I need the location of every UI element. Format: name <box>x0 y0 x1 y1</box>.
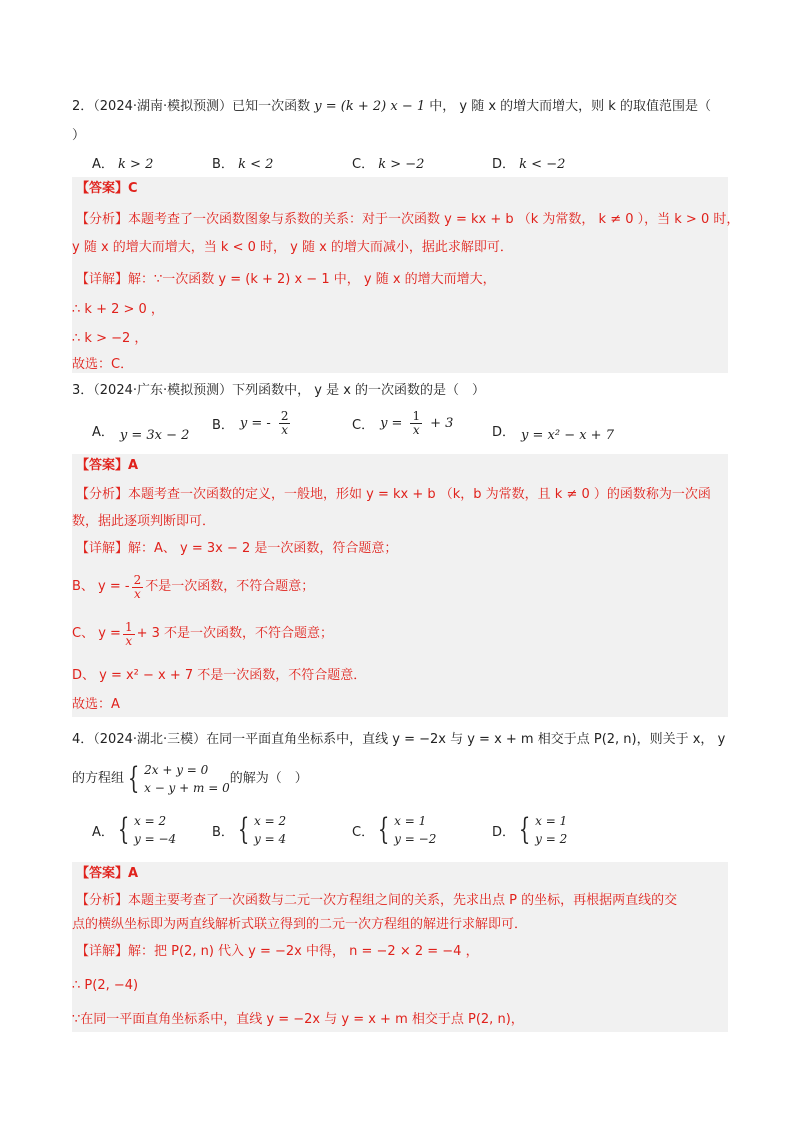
stem-text: 的解为（ ） <box>229 771 308 787</box>
q2-stem <box>72 99 711 115</box>
option-letter: B． <box>212 417 234 433</box>
option-letter: A． <box>92 824 114 840</box>
detail-text: B、 y = - <box>72 579 130 595</box>
brace-icon: { <box>117 812 130 847</box>
q3-option-a <box>92 418 189 443</box>
q2-option-c <box>352 153 424 172</box>
option-letter: D． <box>492 425 516 440</box>
option-letter: C． <box>352 417 375 433</box>
detail-text: + 3 不是一次函数，不符合题意； <box>136 626 334 642</box>
q3-stem: 3．（2024·广东·模拟预测）下列函数中， y 是 x 的一次函数的是（ ） <box>72 383 486 398</box>
q3-analysis-line1: 【分析】本题考查一次函数的定义，一般地，形如 y = kx + b （k，b 为常数，且 k ≠ 0 ）的函数称为一次函 <box>76 487 711 502</box>
q4-option-c: C． { x = 1 y = −2 <box>352 812 437 847</box>
q3-detail-a: 【详解】解：A、 y = 3x − 2 是一次函数，符合题意； <box>76 541 398 556</box>
option-expr: y = <box>380 415 403 431</box>
option-letter: A． <box>92 157 114 172</box>
q3-option-c <box>352 410 453 436</box>
q3-choice: 故选：A <box>72 697 120 712</box>
q4-detail-line1: 【详解】解：把 P(2, n) 代入 y = −2x 中得， n = −2 × 2 = −4 ， <box>76 944 479 959</box>
q3-option-d <box>492 418 614 443</box>
q2-detail-line1: 【详解】解：∵一次函数 y = (k + 2) x − 1 中， y 随 x 的增大而增大， <box>76 272 496 287</box>
q2-stem-rest: 中， y 随 x 的增大而增大，则 k 的取值范围是（ <box>429 99 711 114</box>
fraction: $\frac{2}{x}$ <box>133 573 142 601</box>
brace-icon: { <box>127 761 140 796</box>
brace-icon: { <box>237 812 250 847</box>
q2-detail-line2: ∴ k + 2 > 0 ， <box>72 302 164 317</box>
brace-icon: { <box>518 812 531 847</box>
q4-detail-line3: ∵在同一平面直角坐标系中，直线 y = −2x 与 y = x + m 相交于点 P(2, n)， <box>72 1012 524 1027</box>
stem-text: 的方程组 <box>72 771 125 787</box>
q2-choice: 故选：C． <box>72 357 134 372</box>
option-letter: C． <box>352 824 375 840</box>
fraction: $\frac{2}{x}$ <box>280 409 289 437</box>
option-expr: k > −2 <box>378 157 425 172</box>
q2-analysis-line1: 【分析】本题考查了一次函数图象与系数的关系：对于一次函数 y = kx + b （k 为常数， k ≠ 0 ），当 k > 0 时， <box>76 212 740 227</box>
q2-detail-line3: ∴ k > −2 ， <box>72 331 148 346</box>
option-expr: k < −2 <box>519 157 566 172</box>
q3-detail-b <box>72 574 314 600</box>
equation-system: { 2x + y = 0 x − y + m = 0 <box>127 761 230 796</box>
q4-analysis-line1: 【分析】本题主要考查了一次函数与二元一次方程组之间的关系，先求出点 P 的坐标，再根据两直线的交 <box>76 893 678 908</box>
q3-detail-c <box>72 621 333 647</box>
option-letter: B． <box>212 824 234 840</box>
option-letter: D． <box>492 157 516 172</box>
detail-text: C、 y = <box>72 626 121 642</box>
option-expr: y = 3x − 2 <box>119 428 190 443</box>
q4-option-a: A． { x = 2 y = −4 <box>92 812 177 847</box>
q3-option-b <box>212 410 292 436</box>
q4-option-d: D． { x = 1 y = 2 <box>492 812 568 847</box>
q2-analysis-line2: y 随 x 的增大而增大，当 k < 0 时， y 随 x 的增大而减小，据此求解即可． <box>72 240 513 255</box>
option-expr: k > 2 <box>118 157 154 172</box>
brace-icon: { <box>377 812 390 847</box>
option-letter: C． <box>352 157 375 172</box>
q4-analysis-line2: 点的横纵坐标即为两直线解析式联立得到的二元一次方程组的解进行求解即可． <box>72 917 528 932</box>
q2-stem-close: ） <box>72 128 86 143</box>
option-expr: y = - <box>239 415 271 431</box>
q3-detail-d: D、 y = x² − x + 7 不是一次函数，不符合题意． <box>72 668 367 683</box>
q4-stem-line1: 4．（2024·湖北·三模）在同一平面直角坐标系中，直线 y = −2x 与 y = x + m 相交于点 P(2, n)，则关于 x， y <box>72 732 726 747</box>
q2-option-a <box>92 153 153 172</box>
q4-stem-line2 <box>72 761 308 797</box>
q2-stem-intro: 2．（2024·湖南·模拟预测）已知一次函数 <box>72 99 311 114</box>
q4-option-b: B． { x = 2 y = 4 <box>212 812 287 847</box>
option-letter: A． <box>92 425 114 440</box>
q2-option-d <box>492 153 565 172</box>
option-letter: D． <box>492 824 516 840</box>
q2-stem-formula: y = (k + 2) x − 1 <box>314 99 426 114</box>
q2-option-b <box>212 153 273 172</box>
option-letter: B． <box>212 157 234 172</box>
option-expr: k < 2 <box>238 157 274 172</box>
q3-answer: 【答案】A <box>76 458 139 473</box>
option-expr-tail: + 3 <box>430 415 454 431</box>
q4-detail-line2: ∴ P(2, −4) <box>72 978 139 993</box>
fraction: $\frac{1}{x}$ <box>412 409 421 437</box>
detail-text: 不是一次函数，不符合题意； <box>145 579 315 595</box>
q3-analysis-line2: 数，据此逐项判断即可． <box>72 514 216 529</box>
q4-answer: 【答案】A <box>76 866 139 881</box>
q2-answer: 【答案】C <box>76 181 138 196</box>
fraction: $\frac{1}{x}$ <box>124 620 133 648</box>
option-expr: y = x² − x + 7 <box>521 428 614 443</box>
